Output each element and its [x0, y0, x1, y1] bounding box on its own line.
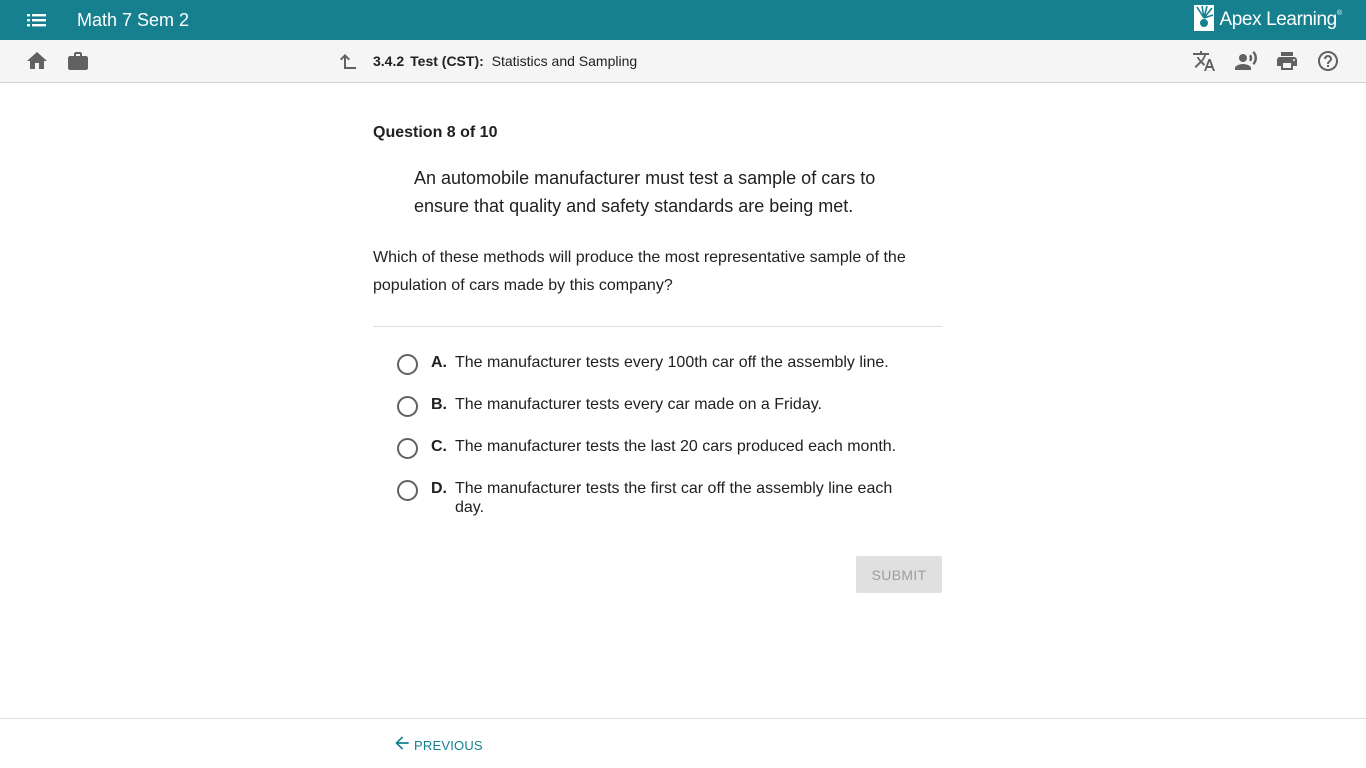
choice-letter: A. — [431, 354, 447, 371]
question-stem: An automobile manufacturer must test a sample of cars to ensure that quality and safety standards are being met. — [414, 168, 876, 216]
lesson-toolbar — [0, 40, 1366, 83]
up-arrow-icon[interactable] — [336, 49, 360, 73]
choice-d[interactable] — [373, 479, 942, 517]
trademark: ® — [1336, 10, 1342, 17]
top-bar — [0, 0, 1366, 40]
briefcase-icon[interactable] — [66, 49, 90, 73]
lesson-number: 3.4.2 — [373, 53, 405, 69]
text-to-speech-icon[interactable] — [1234, 49, 1258, 73]
choice-c[interactable] — [373, 437, 942, 459]
arrow-left-icon — [392, 733, 412, 758]
choice-letter: D. — [431, 480, 447, 497]
submit-button[interactable]: SUBMIT — [856, 556, 942, 593]
divider — [373, 326, 942, 327]
apex-logo[interactable] — [1193, 6, 1342, 34]
lesson-breadcrumb — [373, 52, 637, 70]
lesson-type: Test (CST): — [410, 53, 484, 69]
choice-text: The manufacturer tests every car made on a Friday. — [455, 396, 822, 413]
choice-a[interactable] — [373, 353, 942, 375]
question-prompt: Which of these methods will produce the most representative sample of the population of cars made by this company? — [373, 249, 906, 294]
list-menu-icon[interactable] — [26, 10, 48, 30]
print-icon[interactable] — [1275, 49, 1299, 73]
course-title: Math 7 Sem 2 — [77, 10, 190, 30]
choice-b[interactable] — [373, 395, 942, 417]
apex-logo-icon — [1193, 4, 1215, 37]
lesson-title: Statistics and Sampling — [491, 53, 638, 69]
question-number: Question 8 of 10 — [373, 124, 498, 141]
brand-name: Apex Learning — [1219, 9, 1337, 30]
choice-letter: C. — [431, 438, 447, 455]
radio-button[interactable] — [397, 396, 418, 417]
radio-button[interactable] — [397, 480, 418, 501]
choice-letter: B. — [431, 396, 447, 413]
radio-button[interactable] — [397, 438, 418, 459]
choice-text: The manufacturer tests the first car off the assembly line each day. — [455, 480, 893, 516]
bottom-navigation — [0, 718, 1366, 768]
translate-icon[interactable] — [1192, 49, 1216, 73]
help-icon[interactable] — [1316, 49, 1340, 73]
home-icon[interactable] — [25, 49, 49, 73]
choice-text: The manufacturer tests every 100th car off the assembly line. — [455, 354, 889, 371]
answer-choices — [373, 353, 942, 517]
choice-text: The manufacturer tests the last 20 cars produced each month. — [455, 438, 897, 455]
question-panel — [373, 122, 942, 537]
previous-label: PREVIOUS — [414, 738, 483, 753]
previous-button[interactable] — [392, 733, 483, 758]
radio-button[interactable] — [397, 354, 418, 375]
